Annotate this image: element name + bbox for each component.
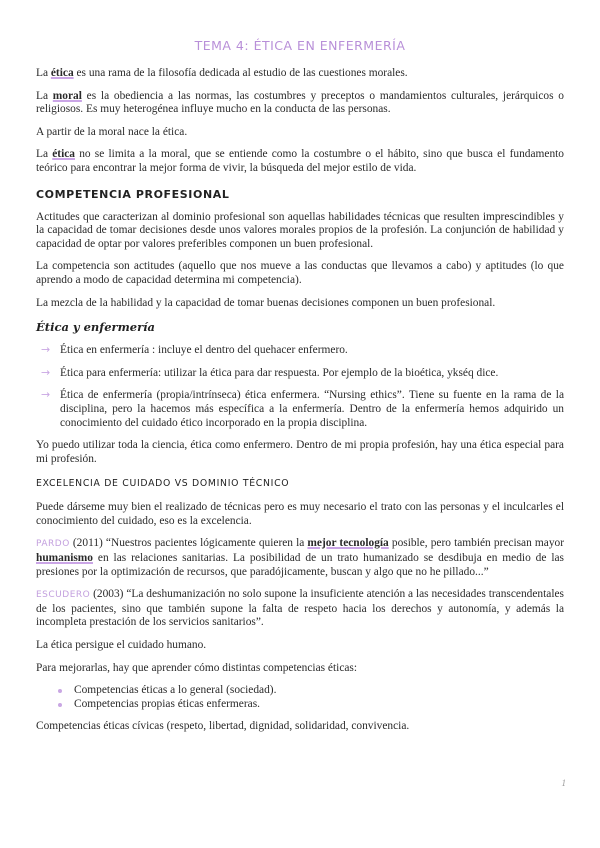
page-title: TEMA 4: ÉTICA EN ENFERMERÍA (194, 38, 406, 53)
highlight-term: ética (52, 148, 75, 161)
heading-etica-enfermeria: Ética y enfermería (36, 320, 155, 335)
quote-pardo: PARDO (2011) “Nuestros pacientes lógicamente quieren la mejor tecnología posible, pero también precisan mayor humanismo en las relaciones sanitarias. La posibilidad de un trato humanizado se desdibuja en medio de las presiones por la optimización de recursos, que paradójicamente, buscan y algo que no he pillado...” (36, 537, 565, 578)
paragraph-actitudes: Actitudes que caracterizan al dominio profesional son aquellas habilidades técnicas que resulten imprescindibles y la capacidad de tomar decisiones desde unos valores morales propios de la profesión. La conjunción de habilidad y capacidad de optar por valores preferibles componen un buen profesional. (36, 210, 564, 250)
list-item: → Ética de enfermería (propia/intrínseca) ética enfermera. “Nursing ethics”. Tiene su fuente en la rama de la disciplina, pero la hacemos más específica a la enfermería. Dentro de la enfermería hemos adquirido un conocimiento del cuidado ético incorporado en la propia disciplina. (41, 388, 564, 429)
highlight-term: moral (52, 89, 82, 102)
bullet-icon (58, 689, 62, 693)
arrow-list (36, 344, 564, 430)
author-name: PARDO (36, 539, 70, 550)
paragraph-competencia: La competencia son actitudes (aquello que nos mueve a las conductas que llevamos a cabo) y aptitudes (lo que aprendo a modo de capacidad determina mi competencia). (36, 260, 564, 286)
paragraph-mejorarlas: Para mejorarlas, hay que aprender cómo distintas competencias éticas: (36, 661, 358, 674)
page-number: 1 (561, 778, 566, 788)
list-item: Competencias éticas a lo general (sociedad). (36, 684, 564, 698)
highlight-term: humanismo (36, 552, 93, 565)
paragraph-etica-fundamento: La ética no se limita a la moral, que se entiende como la costumbre o el hábito, sino que busca el fundamento teórico para encontrar la mejor forma de vivir, la búsqueda del mejor estilo de vida. (36, 148, 564, 174)
quote-escudero: ESCUDERO (2003) “La deshumanización no solo supone la insuficiente atención a las necesidades transcendentales de los pacientes, sino que también supone la falta de respeto hacia los derechos y autonomía, y además la incompleta prestación de los servicios sanitarios”. (36, 588, 564, 629)
paragraph-etica-definicion: La ética es una rama de la filosofía dedicada al estudio de las cuestiones morales. (36, 67, 408, 79)
list-item: → Ética en enfermería : incluye el dentro del quehacer enfermero. (41, 343, 348, 357)
list-item: Competencias propias éticas enfermeras. (36, 698, 564, 712)
author-name: ESCUDERO (36, 590, 91, 601)
heading-competencia-profesional: COMPETENCIA PROFESIONAL (36, 187, 230, 201)
list-item: → Ética para enfermería: utilizar la ética para dar respuesta. Por ejemplo de la bioética, ykséq dice. (41, 365, 499, 379)
paragraph-moral-etica: A partir de la moral nace la ética. (36, 125, 188, 138)
arrow-right-icon: → (41, 365, 51, 379)
paragraph-moral-definicion: La moral es la obediencia a las normas, las costumbres y preceptos o mandamientos culturales, jerárquicos o religiosos. Es muy heterogénea influye mucho en la conducta de las personas. (36, 89, 564, 116)
arrow-right-icon: → (41, 343, 51, 357)
arrow-right-icon: → (41, 388, 51, 402)
bullet-list (36, 684, 564, 711)
highlight-term: mejor tecnología (307, 537, 389, 550)
paragraph-ciencia: Yo puedo utilizar toda la ciencia, ética como enfermero. Dentro de mi propia profesión, hay una ética especial para mi profesión. (36, 439, 564, 465)
heading-excelencia: EXCELENCIA DE CUIDADO VS DOMINIO TÉCNICO (36, 478, 290, 490)
bullet-icon (58, 703, 62, 707)
highlight-term: ética (50, 67, 74, 79)
paragraph-excelencia: Puede dárseme muy bien el realizado de técnicas pero es muy necesario el trato con las personas y el inculcarles el conocimiento del cuidado, eso es la excelencia. (36, 501, 564, 527)
paragraph-civicas: Competencias éticas cívicas (respeto, libertad, dignidad, solidaridad, convivencia. (36, 720, 410, 733)
paragraph-mezcla: La mezcla de la habilidad y la capacidad de tomar buenas decisiones componen un buen profesional. (36, 296, 496, 309)
paragraph-cuidado-humano: La ética persigue el cuidado humano. (36, 639, 207, 652)
